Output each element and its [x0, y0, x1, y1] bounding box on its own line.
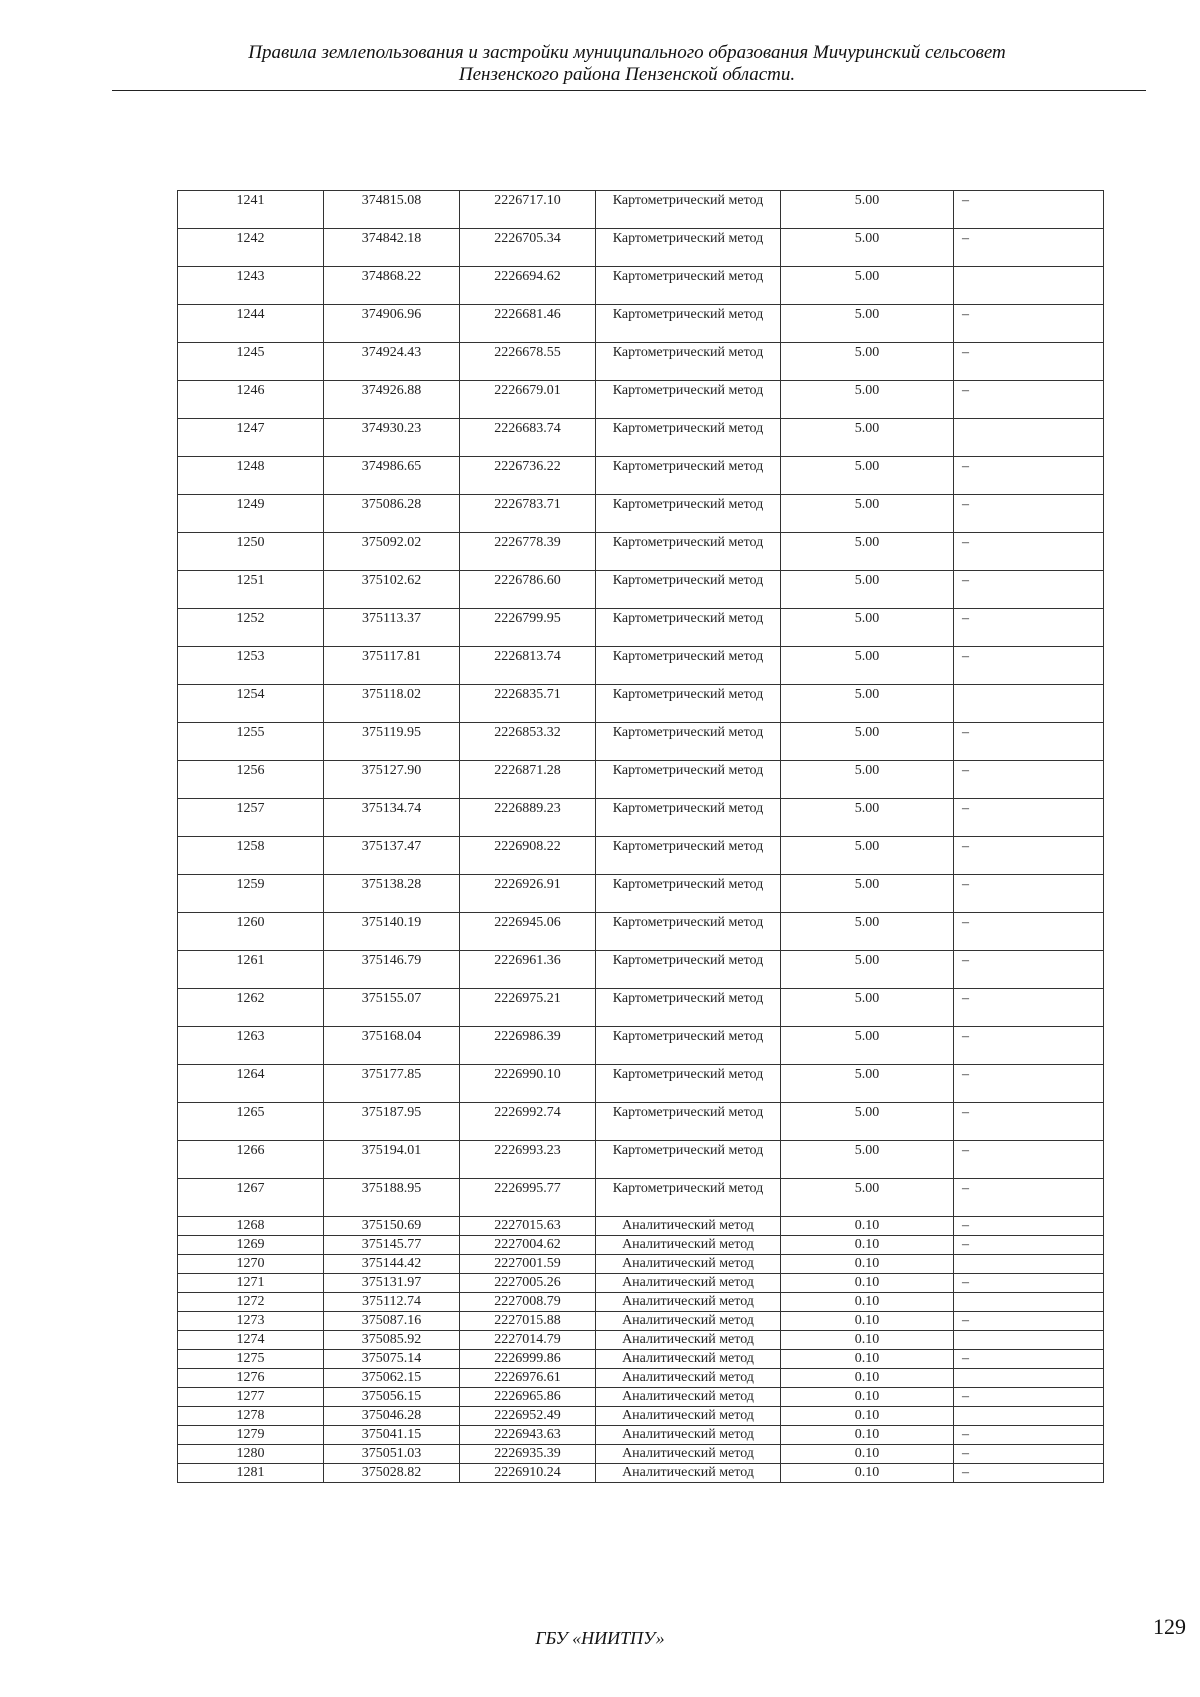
y-coordinate-cell: 2226992.74 — [460, 1103, 596, 1141]
x-coordinate-cell: 374868.22 — [324, 267, 460, 305]
table-row — [178, 1274, 1104, 1293]
x-coordinate-cell: 374924.43 — [324, 343, 460, 381]
point-number-cell: 1254 — [178, 685, 324, 723]
note-cell: – — [954, 381, 1104, 419]
point-number-cell: 1256 — [178, 761, 324, 799]
table-row — [178, 343, 1104, 381]
method-cell: Картометрический метод — [596, 875, 781, 913]
accuracy-cell: 5.00 — [781, 761, 954, 799]
accuracy-cell: 0.10 — [781, 1331, 954, 1350]
table-row — [178, 495, 1104, 533]
point-number-cell: 1275 — [178, 1350, 324, 1369]
method-cell: Аналитический метод — [596, 1445, 781, 1464]
x-coordinate-cell: 374986.65 — [324, 457, 460, 495]
accuracy-cell: 5.00 — [781, 533, 954, 571]
method-cell: Картометрический метод — [596, 457, 781, 495]
x-coordinate-cell: 375085.92 — [324, 1331, 460, 1350]
point-number-cell: 1278 — [178, 1407, 324, 1426]
method-cell: Картометрический метод — [596, 951, 781, 989]
y-coordinate-cell: 2226908.22 — [460, 837, 596, 875]
x-coordinate-cell: 374906.96 — [324, 305, 460, 343]
y-coordinate-cell: 2226889.23 — [460, 799, 596, 837]
y-coordinate-cell: 2226995.77 — [460, 1179, 596, 1217]
table-row — [178, 1255, 1104, 1274]
accuracy-cell: 0.10 — [781, 1274, 954, 1293]
x-coordinate-cell: 375119.95 — [324, 723, 460, 761]
point-number-cell: 1276 — [178, 1369, 324, 1388]
y-coordinate-cell: 2226935.39 — [460, 1445, 596, 1464]
note-cell: – — [954, 1027, 1104, 1065]
table-row — [178, 457, 1104, 495]
method-cell: Картометрический метод — [596, 267, 781, 305]
y-coordinate-cell: 2226835.71 — [460, 685, 596, 723]
accuracy-cell: 5.00 — [781, 1027, 954, 1065]
method-cell: Аналитический метод — [596, 1388, 781, 1407]
point-number-cell: 1273 — [178, 1312, 324, 1331]
point-number-cell: 1258 — [178, 837, 324, 875]
accuracy-cell: 5.00 — [781, 571, 954, 609]
note-cell: – — [954, 1312, 1104, 1331]
note-cell: – — [954, 533, 1104, 571]
point-number-cell: 1266 — [178, 1141, 324, 1179]
y-coordinate-cell: 2226679.01 — [460, 381, 596, 419]
x-coordinate-cell: 375168.04 — [324, 1027, 460, 1065]
note-cell: – — [954, 1445, 1104, 1464]
method-cell: Картометрический метод — [596, 1027, 781, 1065]
note-cell: – — [954, 799, 1104, 837]
y-coordinate-cell: 2227014.79 — [460, 1331, 596, 1350]
x-coordinate-cell: 375187.95 — [324, 1103, 460, 1141]
y-coordinate-cell: 2227005.26 — [460, 1274, 596, 1293]
accuracy-cell: 5.00 — [781, 229, 954, 267]
x-coordinate-cell: 375177.85 — [324, 1065, 460, 1103]
method-cell: Картометрический метод — [596, 989, 781, 1027]
y-coordinate-cell: 2226993.23 — [460, 1141, 596, 1179]
note-cell: – — [954, 723, 1104, 761]
note-cell — [954, 1255, 1104, 1274]
accuracy-cell: 0.10 — [781, 1293, 954, 1312]
point-number-cell: 1281 — [178, 1464, 324, 1483]
coordinates-table-body — [178, 191, 1104, 1483]
accuracy-cell: 0.10 — [781, 1236, 954, 1255]
table-row — [178, 1331, 1104, 1350]
point-number-cell: 1265 — [178, 1103, 324, 1141]
y-coordinate-cell: 2226813.74 — [460, 647, 596, 685]
accuracy-cell: 5.00 — [781, 951, 954, 989]
x-coordinate-cell: 375062.15 — [324, 1369, 460, 1388]
point-number-cell: 1252 — [178, 609, 324, 647]
method-cell: Картометрический метод — [596, 609, 781, 647]
method-cell: Аналитический метод — [596, 1350, 781, 1369]
point-number-cell: 1274 — [178, 1331, 324, 1350]
table-row — [178, 533, 1104, 571]
page-number: 129 — [1153, 1614, 1186, 1639]
note-cell — [954, 1369, 1104, 1388]
note-cell: – — [954, 229, 1104, 267]
accuracy-cell: 0.10 — [781, 1426, 954, 1445]
x-coordinate-cell: 374926.88 — [324, 381, 460, 419]
y-coordinate-cell: 2227004.62 — [460, 1236, 596, 1255]
method-cell: Картометрический метод — [596, 723, 781, 761]
table-row — [178, 305, 1104, 343]
accuracy-cell: 5.00 — [781, 419, 954, 457]
y-coordinate-cell: 2226678.55 — [460, 343, 596, 381]
method-cell: Аналитический метод — [596, 1236, 781, 1255]
note-cell: – — [954, 875, 1104, 913]
x-coordinate-cell: 374930.23 — [324, 419, 460, 457]
point-number-cell: 1250 — [178, 533, 324, 571]
y-coordinate-cell: 2226910.24 — [460, 1464, 596, 1483]
note-cell — [954, 1331, 1104, 1350]
note-cell: – — [954, 761, 1104, 799]
x-coordinate-cell: 375046.28 — [324, 1407, 460, 1426]
accuracy-cell: 0.10 — [781, 1350, 954, 1369]
note-cell: – — [954, 1236, 1104, 1255]
table-row — [178, 381, 1104, 419]
accuracy-cell: 5.00 — [781, 647, 954, 685]
note-cell: – — [954, 1065, 1104, 1103]
table-row — [178, 837, 1104, 875]
x-coordinate-cell: 375102.62 — [324, 571, 460, 609]
method-cell: Аналитический метод — [596, 1464, 781, 1483]
y-coordinate-cell: 2226945.06 — [460, 913, 596, 951]
point-number-cell: 1263 — [178, 1027, 324, 1065]
point-number-cell: 1247 — [178, 419, 324, 457]
method-cell: Картометрический метод — [596, 381, 781, 419]
y-coordinate-cell: 2226986.39 — [460, 1027, 596, 1065]
method-cell: Картометрический метод — [596, 1179, 781, 1217]
point-number-cell: 1271 — [178, 1274, 324, 1293]
note-cell: – — [954, 343, 1104, 381]
point-number-cell: 1280 — [178, 1445, 324, 1464]
point-number-cell: 1260 — [178, 913, 324, 951]
table-row — [178, 609, 1104, 647]
point-number-cell: 1262 — [178, 989, 324, 1027]
y-coordinate-cell: 2226786.60 — [460, 571, 596, 609]
x-coordinate-cell: 375146.79 — [324, 951, 460, 989]
accuracy-cell: 5.00 — [781, 875, 954, 913]
table-row — [178, 1464, 1104, 1483]
table-row — [178, 1369, 1104, 1388]
note-cell: – — [954, 1274, 1104, 1293]
table-row — [178, 1445, 1104, 1464]
note-cell: – — [954, 609, 1104, 647]
method-cell: Картометрический метод — [596, 343, 781, 381]
method-cell: Аналитический метод — [596, 1426, 781, 1445]
accuracy-cell: 5.00 — [781, 685, 954, 723]
note-cell — [954, 267, 1104, 305]
note-cell: – — [954, 1179, 1104, 1217]
accuracy-cell: 5.00 — [781, 191, 954, 229]
method-cell: Картометрический метод — [596, 305, 781, 343]
accuracy-cell: 5.00 — [781, 837, 954, 875]
method-cell: Картометрический метод — [596, 571, 781, 609]
x-coordinate-cell: 375140.19 — [324, 913, 460, 951]
table-row — [178, 1065, 1104, 1103]
method-cell: Аналитический метод — [596, 1274, 781, 1293]
accuracy-cell: 0.10 — [781, 1217, 954, 1236]
note-cell: – — [954, 837, 1104, 875]
method-cell: Картометрический метод — [596, 913, 781, 951]
table-row — [178, 1293, 1104, 1312]
accuracy-cell: 5.00 — [781, 457, 954, 495]
note-cell: – — [954, 1217, 1104, 1236]
method-cell: Аналитический метод — [596, 1331, 781, 1350]
method-cell: Аналитический метод — [596, 1369, 781, 1388]
table-row — [178, 799, 1104, 837]
note-cell: – — [954, 913, 1104, 951]
note-cell — [954, 685, 1104, 723]
table-row — [178, 1179, 1104, 1217]
x-coordinate-cell: 375145.77 — [324, 1236, 460, 1255]
table-row — [178, 419, 1104, 457]
note-cell: – — [954, 495, 1104, 533]
table-row — [178, 1103, 1104, 1141]
x-coordinate-cell: 375144.42 — [324, 1255, 460, 1274]
method-cell: Картометрический метод — [596, 1141, 781, 1179]
table-row — [178, 1350, 1104, 1369]
note-cell — [954, 419, 1104, 457]
x-coordinate-cell: 374842.18 — [324, 229, 460, 267]
x-coordinate-cell: 375056.15 — [324, 1388, 460, 1407]
method-cell: Картометрический метод — [596, 495, 781, 533]
accuracy-cell: 0.10 — [781, 1464, 954, 1483]
method-cell: Картометрический метод — [596, 191, 781, 229]
table-row — [178, 1141, 1104, 1179]
method-cell: Картометрический метод — [596, 1065, 781, 1103]
x-coordinate-cell: 375150.69 — [324, 1217, 460, 1236]
x-coordinate-cell: 375138.28 — [324, 875, 460, 913]
y-coordinate-cell: 2226853.32 — [460, 723, 596, 761]
note-cell: – — [954, 1103, 1104, 1141]
x-coordinate-cell: 375137.47 — [324, 837, 460, 875]
x-coordinate-cell: 375155.07 — [324, 989, 460, 1027]
y-coordinate-cell: 2226717.10 — [460, 191, 596, 229]
accuracy-cell: 5.00 — [781, 1179, 954, 1217]
table-row — [178, 647, 1104, 685]
y-coordinate-cell: 2226736.22 — [460, 457, 596, 495]
note-cell: – — [954, 1464, 1104, 1483]
method-cell: Аналитический метод — [596, 1312, 781, 1331]
y-coordinate-cell: 2227015.88 — [460, 1312, 596, 1331]
note-cell: – — [954, 1426, 1104, 1445]
y-coordinate-cell: 2226705.34 — [460, 229, 596, 267]
table-row — [178, 913, 1104, 951]
accuracy-cell: 5.00 — [781, 723, 954, 761]
method-cell: Картометрический метод — [596, 685, 781, 723]
accuracy-cell: 0.10 — [781, 1407, 954, 1426]
header-line-2: Пензенского района Пензенской области. — [458, 64, 796, 85]
y-coordinate-cell: 2226694.62 — [460, 267, 596, 305]
method-cell: Картометрический метод — [596, 533, 781, 571]
note-cell: – — [954, 1141, 1104, 1179]
point-number-cell: 1257 — [178, 799, 324, 837]
x-coordinate-cell: 375127.90 — [324, 761, 460, 799]
accuracy-cell: 0.10 — [781, 1255, 954, 1274]
method-cell: Картометрический метод — [596, 647, 781, 685]
note-cell: – — [954, 191, 1104, 229]
method-cell: Аналитический метод — [596, 1293, 781, 1312]
table-row — [178, 723, 1104, 761]
method-cell: Картометрический метод — [596, 799, 781, 837]
note-cell — [954, 1407, 1104, 1426]
point-number-cell: 1243 — [178, 267, 324, 305]
x-coordinate-cell: 375134.74 — [324, 799, 460, 837]
table-row — [178, 229, 1104, 267]
method-cell: Картометрический метод — [596, 229, 781, 267]
accuracy-cell: 5.00 — [781, 989, 954, 1027]
x-coordinate-cell: 375086.28 — [324, 495, 460, 533]
accuracy-cell: 0.10 — [781, 1388, 954, 1407]
note-cell: – — [954, 457, 1104, 495]
accuracy-cell: 5.00 — [781, 381, 954, 419]
point-number-cell: 1251 — [178, 571, 324, 609]
y-coordinate-cell: 2226976.61 — [460, 1369, 596, 1388]
table-row — [178, 875, 1104, 913]
x-coordinate-cell: 375092.02 — [324, 533, 460, 571]
note-cell: – — [954, 571, 1104, 609]
x-coordinate-cell: 375087.16 — [324, 1312, 460, 1331]
table-row — [178, 685, 1104, 723]
point-number-cell: 1259 — [178, 875, 324, 913]
x-coordinate-cell: 375051.03 — [324, 1445, 460, 1464]
table-row — [178, 1407, 1104, 1426]
method-cell: Аналитический метод — [596, 1407, 781, 1426]
coordinates-table — [177, 190, 1104, 1483]
y-coordinate-cell: 2226999.86 — [460, 1350, 596, 1369]
table-row — [178, 1027, 1104, 1065]
accuracy-cell: 0.10 — [781, 1312, 954, 1331]
note-cell: – — [954, 647, 1104, 685]
table-row — [178, 1236, 1104, 1255]
point-number-cell: 1248 — [178, 457, 324, 495]
header-line-1: Правила землепользования и застройки муниципального образования Мичуринский сельсовет — [248, 42, 1006, 63]
table-row — [178, 1426, 1104, 1445]
accuracy-cell: 5.00 — [781, 495, 954, 533]
point-number-cell: 1269 — [178, 1236, 324, 1255]
y-coordinate-cell: 2226961.36 — [460, 951, 596, 989]
table-row — [178, 951, 1104, 989]
table-row — [178, 989, 1104, 1027]
y-coordinate-cell: 2226975.21 — [460, 989, 596, 1027]
table-row — [178, 191, 1104, 229]
accuracy-cell: 5.00 — [781, 305, 954, 343]
method-cell: Картометрический метод — [596, 761, 781, 799]
point-number-cell: 1245 — [178, 343, 324, 381]
y-coordinate-cell: 2226778.39 — [460, 533, 596, 571]
y-coordinate-cell: 2227015.63 — [460, 1217, 596, 1236]
note-cell — [954, 1293, 1104, 1312]
table-row — [178, 1217, 1104, 1236]
x-coordinate-cell: 375131.97 — [324, 1274, 460, 1293]
method-cell: Аналитический метод — [596, 1217, 781, 1236]
y-coordinate-cell: 2226965.86 — [460, 1388, 596, 1407]
header-rule — [112, 90, 1146, 91]
table-row — [178, 761, 1104, 799]
point-number-cell: 1270 — [178, 1255, 324, 1274]
x-coordinate-cell: 375075.14 — [324, 1350, 460, 1369]
y-coordinate-cell: 2226681.46 — [460, 305, 596, 343]
accuracy-cell: 5.00 — [781, 343, 954, 381]
x-coordinate-cell: 375117.81 — [324, 647, 460, 685]
accuracy-cell: 5.00 — [781, 267, 954, 305]
y-coordinate-cell: 2226990.10 — [460, 1065, 596, 1103]
point-number-cell: 1267 — [178, 1179, 324, 1217]
table-row — [178, 267, 1104, 305]
point-number-cell: 1277 — [178, 1388, 324, 1407]
accuracy-cell: 5.00 — [781, 799, 954, 837]
x-coordinate-cell: 375028.82 — [324, 1464, 460, 1483]
table-row — [178, 1312, 1104, 1331]
x-coordinate-cell: 375188.95 — [324, 1179, 460, 1217]
y-coordinate-cell: 2226683.74 — [460, 419, 596, 457]
point-number-cell: 1249 — [178, 495, 324, 533]
x-coordinate-cell: 375113.37 — [324, 609, 460, 647]
y-coordinate-cell: 2226783.71 — [460, 495, 596, 533]
method-cell: Картометрический метод — [596, 419, 781, 457]
point-number-cell: 1272 — [178, 1293, 324, 1312]
accuracy-cell: 5.00 — [781, 1103, 954, 1141]
point-number-cell: 1261 — [178, 951, 324, 989]
method-cell: Картометрический метод — [596, 837, 781, 875]
x-coordinate-cell: 375194.01 — [324, 1141, 460, 1179]
x-coordinate-cell: 375112.74 — [324, 1293, 460, 1312]
point-number-cell: 1268 — [178, 1217, 324, 1236]
point-number-cell: 1242 — [178, 229, 324, 267]
method-cell: Картометрический метод — [596, 1103, 781, 1141]
point-number-cell: 1246 — [178, 381, 324, 419]
accuracy-cell: 0.10 — [781, 1445, 954, 1464]
point-number-cell: 1255 — [178, 723, 324, 761]
accuracy-cell: 5.00 — [781, 609, 954, 647]
accuracy-cell: 5.00 — [781, 913, 954, 951]
note-cell: – — [954, 951, 1104, 989]
note-cell: – — [954, 1388, 1104, 1407]
table-row — [178, 571, 1104, 609]
document-header — [110, 42, 1144, 86]
point-number-cell: 1279 — [178, 1426, 324, 1445]
x-coordinate-cell: 374815.08 — [324, 191, 460, 229]
y-coordinate-cell: 2226926.91 — [460, 875, 596, 913]
x-coordinate-cell: 375118.02 — [324, 685, 460, 723]
point-number-cell: 1253 — [178, 647, 324, 685]
y-coordinate-cell: 2226952.49 — [460, 1407, 596, 1426]
accuracy-cell: 0.10 — [781, 1369, 954, 1388]
y-coordinate-cell: 2227001.59 — [460, 1255, 596, 1274]
accuracy-cell: 5.00 — [781, 1141, 954, 1179]
y-coordinate-cell: 2226799.95 — [460, 609, 596, 647]
point-number-cell: 1264 — [178, 1065, 324, 1103]
footer-org: ГБУ «НИИТПУ» — [535, 1628, 665, 1648]
note-cell: – — [954, 305, 1104, 343]
y-coordinate-cell: 2226943.63 — [460, 1426, 596, 1445]
accuracy-cell: 5.00 — [781, 1065, 954, 1103]
point-number-cell: 1244 — [178, 305, 324, 343]
x-coordinate-cell: 375041.15 — [324, 1426, 460, 1445]
note-cell: – — [954, 989, 1104, 1027]
method-cell: Аналитический метод — [596, 1255, 781, 1274]
y-coordinate-cell: 2226871.28 — [460, 761, 596, 799]
table-row — [178, 1388, 1104, 1407]
note-cell: – — [954, 1350, 1104, 1369]
y-coordinate-cell: 2227008.79 — [460, 1293, 596, 1312]
point-number-cell: 1241 — [178, 191, 324, 229]
